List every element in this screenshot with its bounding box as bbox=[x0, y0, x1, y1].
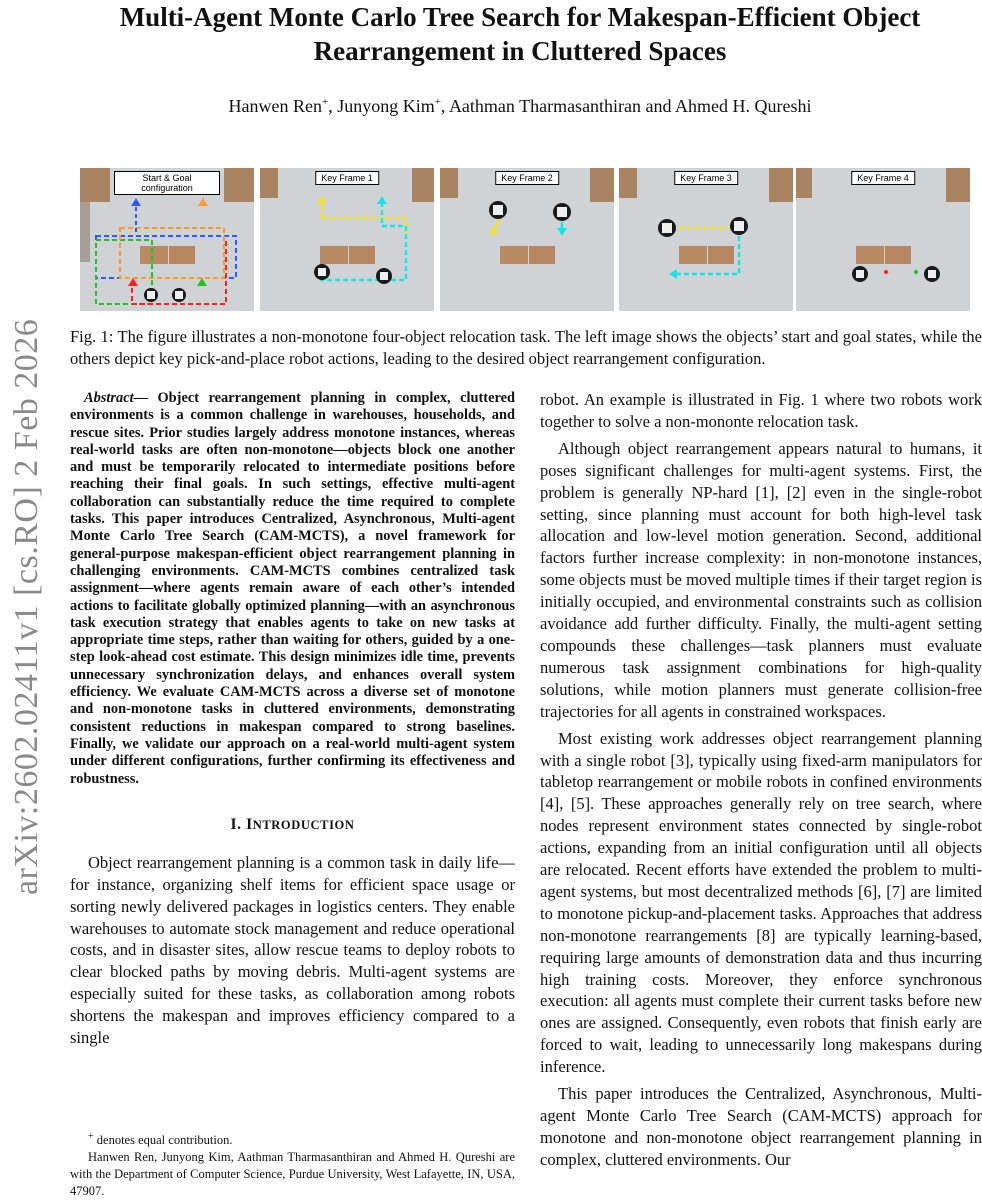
intro-paragraph-2: Although object rearrangement appears natural to humans, it poses significant challenges for multi-agent systems. First, the problem is generally NP-hard [1], [2] even in the single-robot setting, since planning must account for both high-level task allocation and low-level motion generation. Second, additional factors further increase complexity: in non-monotone instances, some objects must be moved multiple times if their target region is initially occupied, and environmental constraints such as collision avoidance add further difficulty. Finally, the multi-agent setting compounds these challenges—task planners must evaluate numerous task assignment combinations for high-quality solutions, while motion planners must generate collision-free trajectories for all agents in constrained workspaces. bbox=[540, 438, 982, 721]
figure-panel-start-goal bbox=[80, 168, 254, 311]
figure-1 bbox=[80, 168, 970, 311]
author-3-4: Aathman Tharmasanthiran and Ahmed H. Qureshi bbox=[448, 96, 812, 116]
abstract bbox=[70, 390, 515, 788]
footnote-equal-text: denotes equal contribution. bbox=[93, 1133, 233, 1148]
intro-paragraph-1: Object rearrangement planning is a common task in daily life—for instance, organizing shelf items for efficient space usage or sorting newly delivered packages in logistics centers. They enable warehouses to automate stock management and reduce operational costs, and in disaster sites, allow rescue teams to deploy robots to clear blocked paths by moving debris. Multi-agent systems are especially suited for these tasks, as collaboration among robots shortens the makespan and improves efficiency compared to a single bbox=[70, 852, 515, 1048]
figure-panel-key-frame-1 bbox=[260, 168, 434, 311]
arxiv-stamp-text: arXiv:2602.02411v1 [cs.RO] 2 Feb 2026 bbox=[8, 318, 45, 895]
intro-paragraph-4: This paper introduces the Centralized, Asynchronous, Multi-agent Monte Carlo Tree Search (CAM-MCTS) approach for monotone and non-monotone object rearrangement planning in complex, cluttered environments. Our bbox=[540, 1084, 982, 1169]
left-column bbox=[70, 390, 515, 1049]
key-frame-1-scene bbox=[260, 168, 434, 311]
author-list: Hanwen Ren+, Junyong Kim+, Aathman Tharmasanthiran and Ahmed H. Qureshi bbox=[228, 96, 812, 116]
footnote-mark: + bbox=[88, 1131, 94, 1142]
panel-label: Key Frame 2 bbox=[495, 171, 559, 185]
section-heading-introduction bbox=[70, 816, 515, 834]
panel-label: Key Frame 1 bbox=[315, 171, 379, 185]
intro-paragraph-1-continued: robot. An example is illustrated in Fig. 1 where two robots work together to solve a non-mononte relocation task. bbox=[540, 390, 982, 431]
footnotes bbox=[70, 1128, 515, 1200]
footnote-equal-contribution bbox=[88, 1128, 515, 1149]
right-column bbox=[540, 389, 982, 1171]
key-frame-3-scene bbox=[619, 168, 793, 311]
section-numeral: I. bbox=[230, 815, 247, 833]
footnote-affiliation: Hanwen Ren, Junyong Kim, Aathman Tharmasanthiran and Ahmed H. Qureshi are with the Department of Computer Science, Purdue University, West Lafayette, IN, USA, 47907. bbox=[70, 1150, 515, 1199]
author-2: Junyong Kim bbox=[337, 96, 435, 116]
panel-label: Start & Goal configuration bbox=[114, 171, 220, 195]
section-title-rest: NTRODUCTION bbox=[252, 817, 355, 832]
figure-caption: Fig. 1: The figure illustrates a non-monotone four-object relocation task. The left image shows the objects’ start and goal states, while the others depict key pick-and-place robot actions, leading to the desired object rearrangement configuration. bbox=[70, 327, 982, 368]
abstract-label: Abstract bbox=[84, 390, 134, 406]
intro-paragraph-3: Most existing work addresses object rearrangement planning with a single robot [3], typically using fixed-arm manipulators for tabletop rearrangement or mobile robots in confined environments [4], [5]. These approaches generally rely on tree search, where nodes represent environment states connected by single-robot actions, expanding from an initial configuration until all objects are relocated. Recent efforts have extended the problem to multi-agent systems, but most decentralized methods [6], [7] are limited to monotone pickup-and-placement tasks. Approaches that address non-monotone rearrangements [8] are typically learning-based, requiring large amounts of demonstration data and thus incurring high training costs. Moreover, they enforce synchronous execution: all agents must complete their current tasks before new ones are assigned. Consequently, even robots that finish early are forced to wait, leading to unnecessarily long makespans during inference. bbox=[540, 728, 982, 1077]
section-title-initial: I bbox=[246, 815, 253, 833]
abstract-text: Object rearrangement planning in complex, cluttered environments is a common challenge in warehouses, households, and rescue sites. Prior studies largely address monotone instances, whereas real-world tasks are often non-monotone—objects block one another and must be temporarily relocated to intermediate positions before reaching their final goals. In such settings, effective multi-agent collaboration can substantially reduce the time required to complete tasks. This paper introduces Centralized, Asynchronous, Multi-agent Monte Carlo Tree Search (CAM-MCTS), a novel framework for general-purpose makespan-efficient object rearrangement planning in challenging environments. CAM-MCTS combines centralized task assignment—where agents remain aware of each other’s intended actions to facilitate globally optimized planning—with an asynchronous task execution strategy that enables agents to take on new tasks at appropriate time steps, rather than waiting for others, guided by a one-step look-ahead cost estimate. This design minimizes idle time, prevents unnecessary synchronization delays, and enhances overall system efficiency. We evaluate CAM-MCTS across a diverse set of monotone and non-monotone tasks in cluttered environments, demonstrating consistent reductions in makespan compared to strong baselines. Finally, we validate our approach on a real-world multi-agent system under different configurations, further confirming its effectiveness and robustness. bbox=[70, 390, 515, 787]
figure-panel-key-frame-2 bbox=[440, 168, 614, 311]
figure-panel-key-frame-3 bbox=[619, 168, 793, 311]
panel-label: Key Frame 4 bbox=[851, 171, 915, 185]
arxiv-identifier-stamp bbox=[2, 255, 45, 895]
panel-label: Key Frame 3 bbox=[674, 171, 738, 185]
abstract-dash: — bbox=[133, 390, 148, 406]
key-frame-2-scene bbox=[440, 168, 614, 311]
equal-contribution-mark: + bbox=[321, 96, 329, 108]
paper-title: Multi-Agent Monte Carlo Tree Search for Makespan-Efficient Object Rearrangement in Cluttered Spaces bbox=[119, 2, 921, 66]
figure-panel-key-frame-4 bbox=[796, 168, 970, 311]
key-frame-4-scene bbox=[796, 168, 970, 311]
author-1: Hanwen Ren bbox=[228, 96, 322, 116]
equal-contribution-mark: + bbox=[434, 96, 441, 108]
